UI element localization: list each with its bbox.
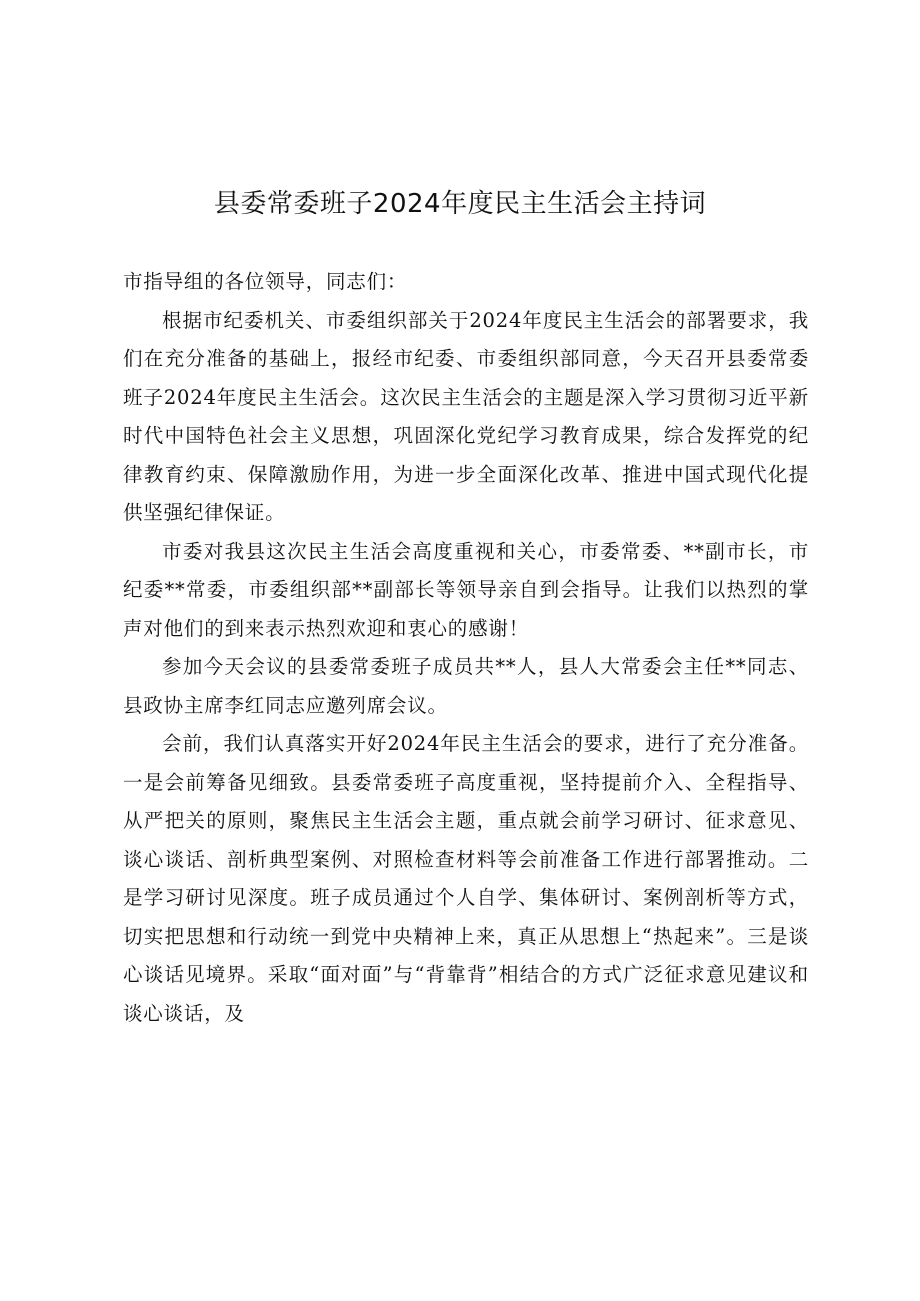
document-title: 县委常委班子2024年度民主生活会主持词	[213, 189, 707, 220]
paragraph-1: 根据市纪委机关、市委组织部关于2024年度民主生活会的部署要求，我们在充分准备的基础上，报经市纪委、市委组织部同意，今天召开县委常委班子2024年度民主生活会。这次民主生活会的主题是深入学习贯彻习近平新时代中国特色社会主义思想，巩固深化党纪学习教育成果，综合发挥党的纪律教育约束、保障激励作用，为进一步全面深化改革、推进中国式现代化提供坚强纪律保证。	[123, 308, 809, 524]
paragraph-2: 市委对我县这次民主生活会高度重视和关心，市委常委、**副市长，市纪委**常委，市委组织部**副部长等领导亲自到会指导。让我们以热烈的掌声对他们的到来表示热烈欢迎和衷心的感谢！	[123, 539, 809, 640]
salutation: 市指导组的各位领导，同志们：	[123, 270, 408, 293]
paragraph-4: 会前，我们认真落实开好2024年民主生活会的要求，进行了充分准备。一是会前筹备见细致。县委常委班子高度重视，坚持提前介入、全程指导、从严把关的原则，聚焦民主生活会主题，重点就会前学习研讨、征求意见、谈心谈话、剖析典型案例、对照检查材料等会前准备工作进行部署推动。二是学习研讨见深度。班子成员通过个人自学、集体研讨、案例剖析等方式，切实把思想和行动统一到党中央精神上来，真正从思想上“热起来”。三是谈心谈话见境界。采取“面对面”与“背靠背”相结合的方式广泛征求意见建议和谈心谈话，及	[123, 732, 809, 1025]
document-body	[123, 263, 809, 1033]
paragraph-3: 参加今天会议的县委常委班子成员共**人，县人大常委会主任**同志、县政协主席李红同志应邀列席会议。	[123, 655, 809, 717]
